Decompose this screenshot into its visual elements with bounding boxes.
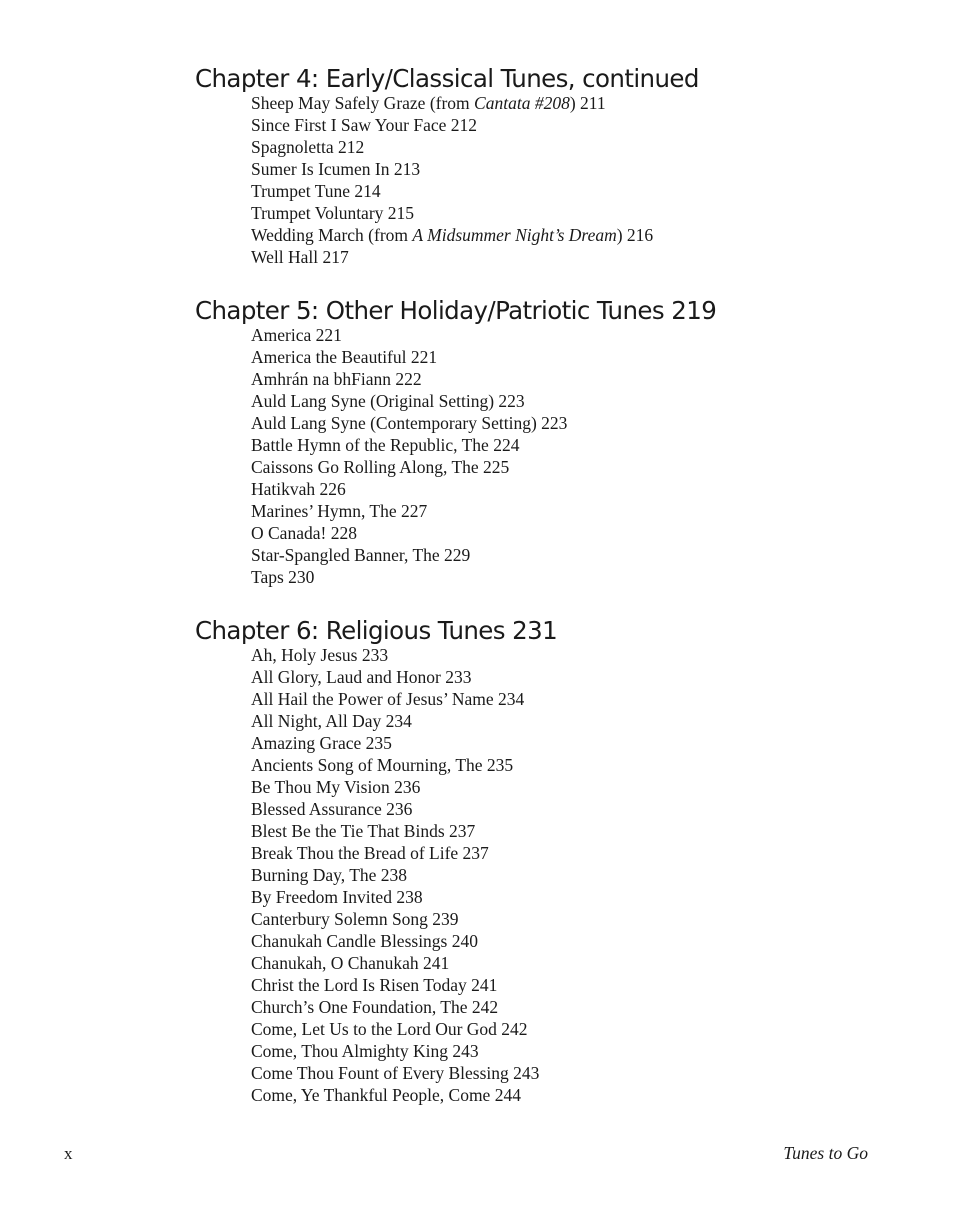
toc-entry — [251, 478, 716, 500]
chapter-title: Chapter 4: Early/Classical Tunes, continued — [195, 64, 699, 93]
entry-text: Come, Ye Thankful People, Come 244 — [251, 1085, 521, 1105]
toc-entry — [251, 136, 699, 158]
entry-text: All Hail the Power of Jesus’ Name 234 — [251, 689, 525, 709]
entry-text: Spagnoletta 212 — [251, 137, 365, 157]
toc-entry — [251, 346, 716, 368]
toc-entry — [251, 974, 557, 996]
chapter-4-section — [195, 66, 699, 268]
entry-text: Well Hall 217 — [251, 247, 349, 267]
entry-text: Come Thou Fount of Every Blessing 243 — [251, 1063, 540, 1083]
toc-entry — [251, 180, 699, 202]
chapter-6-section — [195, 618, 557, 1106]
toc-entry — [251, 710, 557, 732]
toc-entry — [251, 776, 557, 798]
chapter-title: Chapter 6: Religious Tunes 231 — [195, 616, 558, 645]
entry-text: Battle Hymn of the Republic, The 224 — [251, 435, 520, 455]
entry-text: Blessed Assurance 236 — [251, 799, 413, 819]
entry-text: Since First I Saw Your Face 212 — [251, 115, 478, 135]
entry-list — [195, 92, 699, 268]
toc-entry — [251, 92, 699, 114]
toc-entry — [251, 412, 716, 434]
toc-entry — [251, 434, 716, 456]
entry-text: All Night, All Day 234 — [251, 711, 412, 731]
toc-entry — [251, 996, 557, 1018]
entry-text: Amhrán na bhFiann 222 — [251, 369, 422, 389]
toc-entry — [251, 644, 557, 666]
entry-list — [195, 324, 716, 588]
entry-text: By Freedom Invited 238 — [251, 887, 423, 907]
entry-text: Burning Day, The 238 — [251, 865, 408, 885]
toc-entry — [251, 732, 557, 754]
toc-entry — [251, 1040, 557, 1062]
entry-text: O Canada! 228 — [251, 523, 357, 543]
entry-text: Chanukah, O Chanukah 241 — [251, 953, 450, 973]
toc-entry — [251, 820, 557, 842]
toc-entry — [251, 224, 699, 246]
entry-work-title: Cantata #208 — [474, 93, 570, 113]
toc-entry — [251, 246, 699, 268]
toc-entry — [251, 952, 557, 974]
entry-text: Auld Lang Syne (Original Setting) 223 — [251, 391, 525, 411]
toc-entry — [251, 456, 716, 478]
toc-entry — [251, 864, 557, 886]
entry-text: Church’s One Foundation, The 242 — [251, 997, 499, 1017]
toc-entry — [251, 842, 557, 864]
entry-work-title: A Midsummer Night’s Dream — [412, 225, 617, 245]
entry-text: Blest Be the Tie That Binds 237 — [251, 821, 476, 841]
entry-text: Wedding March (from — [251, 225, 413, 245]
entry-page-ref: ) 211 — [569, 93, 606, 113]
chapter-5-section — [195, 298, 716, 588]
toc-entry — [251, 1084, 557, 1106]
toc-entry — [251, 566, 716, 588]
entry-page-ref: ) 216 — [616, 225, 654, 245]
entry-text: Ancients Song of Mourning, The 235 — [251, 755, 514, 775]
entry-text: Hatikvah 226 — [251, 479, 346, 499]
entry-text: Ah, Holy Jesus 233 — [251, 645, 389, 665]
toc-entry — [251, 390, 716, 412]
toc-entry — [251, 754, 557, 776]
toc-entry — [251, 1062, 557, 1084]
entry-text: Auld Lang Syne (Contemporary Setting) 223 — [251, 413, 568, 433]
entry-text: Chanukah Candle Blessings 240 — [251, 931, 478, 951]
toc-entry — [251, 114, 699, 136]
entry-text: Taps 230 — [251, 567, 315, 587]
toc-entry — [251, 202, 699, 224]
entry-text: Sumer Is Icumen In 213 — [251, 159, 421, 179]
toc-entry — [251, 158, 699, 180]
page-number: x — [64, 1144, 73, 1163]
entry-text: Come, Thou Almighty King 243 — [251, 1041, 479, 1061]
toc-entry — [251, 368, 716, 390]
toc-entry — [251, 798, 557, 820]
running-footer-title: Tunes to Go — [783, 1143, 868, 1163]
toc-entry — [251, 544, 716, 566]
chapter-title: Chapter 5: Other Holiday/Patriotic Tunes 219 — [195, 296, 717, 325]
entry-text: Trumpet Voluntary 215 — [251, 203, 415, 223]
entry-text: Sheep May Safely Graze (from — [251, 93, 475, 113]
entry-text: Be Thou My Vision 236 — [251, 777, 421, 797]
toc-entry — [251, 886, 557, 908]
entry-text: All Glory, Laud and Honor 233 — [251, 667, 472, 687]
toc-entry — [251, 908, 557, 930]
entry-text: Break Thou the Bread of Life 237 — [251, 843, 489, 863]
entry-text: Trumpet Tune 214 — [251, 181, 381, 201]
toc-entry — [251, 500, 716, 522]
entry-text: Come, Let Us to the Lord Our God 242 — [251, 1019, 528, 1039]
toc-entry — [251, 522, 716, 544]
entry-text: America 221 — [251, 325, 342, 345]
toc-entry — [251, 930, 557, 952]
toc-entry — [251, 688, 557, 710]
entry-text: Canterbury Solemn Song 239 — [251, 909, 459, 929]
entry-text: Amazing Grace 235 — [251, 733, 392, 753]
entry-text: America the Beautiful 221 — [251, 347, 438, 367]
entry-text: Christ the Lord Is Risen Today 241 — [251, 975, 498, 995]
toc-entry — [251, 1018, 557, 1040]
entry-text: Marines’ Hymn, The 227 — [251, 501, 428, 521]
toc-entry — [251, 666, 557, 688]
entry-text: Caissons Go Rolling Along, The 225 — [251, 457, 510, 477]
toc-entry — [251, 324, 716, 346]
entry-text: Star-Spangled Banner, The 229 — [251, 545, 471, 565]
entry-list — [195, 644, 557, 1106]
